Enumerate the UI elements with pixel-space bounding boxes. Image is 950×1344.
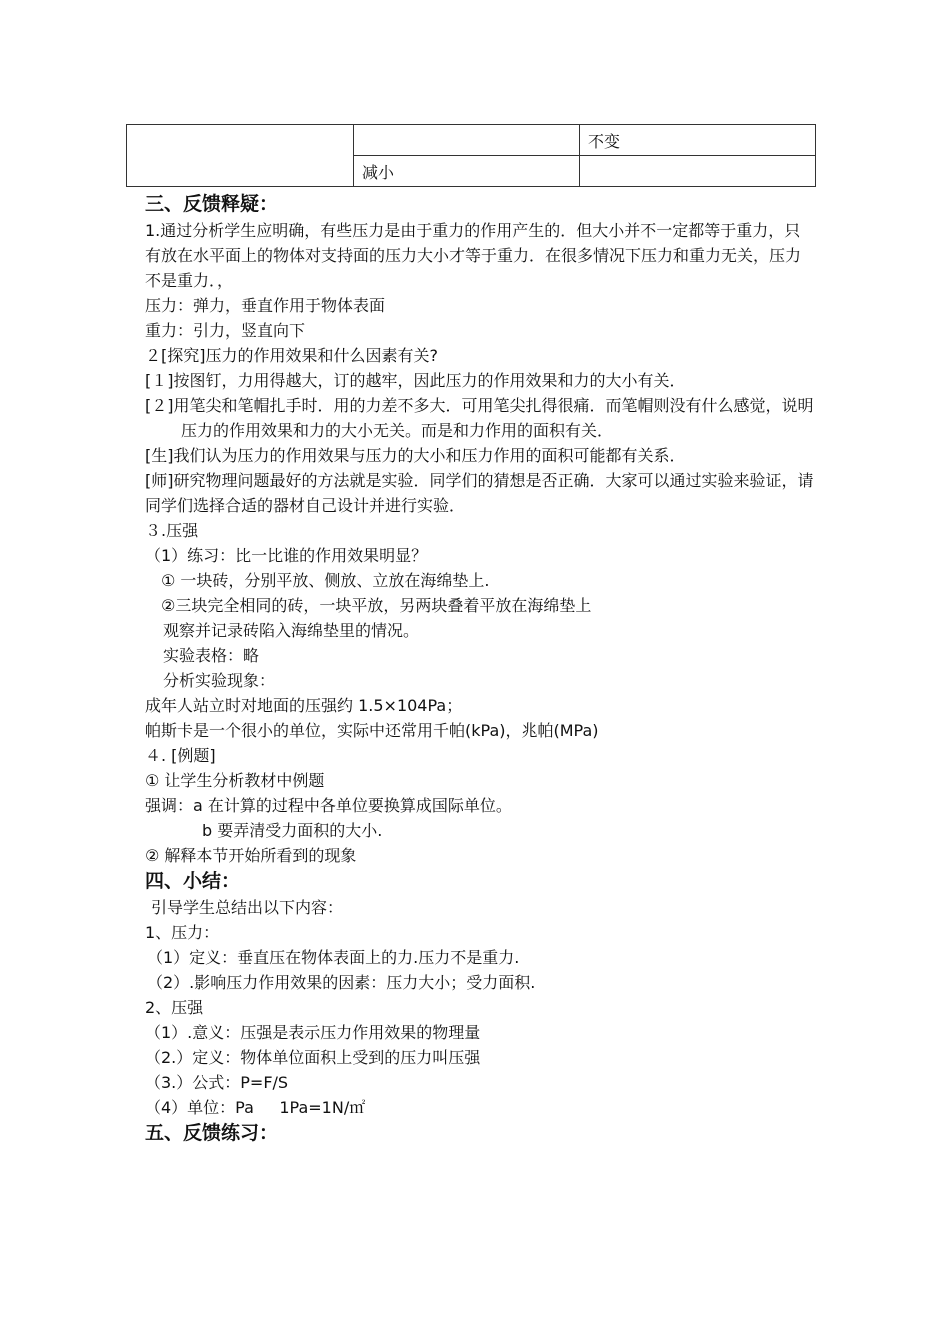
paragraph: ４. [例题] [145, 746, 216, 765]
table-cell: 减小 [354, 156, 580, 187]
paragraph: 压力：弹力，垂直作用于物体表面 [145, 296, 386, 315]
paragraph: 分析实验现象： [163, 671, 276, 690]
paragraph: 1.通过分析学生应明确，有些压力是由于重力的作用产生的．但大小并不一定都等于重力，只有放在水平面上的物体对支持面的压力大小才等于重力．在很多情况下压力和重力无关，压力不是重力．， [145, 221, 802, 290]
paragraph: ②三块完全相同的砖，一块平放，另两块叠着平放在海绵垫上 [161, 596, 592, 615]
section-heading: 四、小结： [145, 870, 241, 892]
data-table [126, 124, 816, 187]
document-body [145, 191, 815, 1147]
paragraph: b 要弄清受力面积的大小. [202, 821, 383, 840]
paragraph: 1、压力： [145, 923, 220, 942]
section-heading: 五、反馈练习： [145, 1122, 279, 1144]
paragraph: （2.）定义：物体单位面积上受到的压力叫压强 [145, 1048, 481, 1067]
paragraph: ２[探究]压力的作用效果和什么因素有关? [145, 346, 438, 365]
paragraph: （4）单位：Pa 1Pa=1N/㎡ [145, 1098, 366, 1117]
paragraph: 帕斯卡是一个很小的单位，实际中还常用千帕(kPa)，兆帕(MPa) [145, 721, 599, 740]
paragraph: 引导学生总结出以下内容： [151, 898, 344, 917]
paragraph: ② 解释本节开始所看到的现象 [145, 846, 357, 865]
paragraph: 强调：a 在计算的过程中各单位要换算成国际单位。 [145, 796, 512, 815]
paragraph: （3.）公式：P=F/S [145, 1073, 289, 1092]
paragraph: [生]我们认为压力的作用效果与压力的大小和压力作用的面积可能都有关系． [145, 446, 686, 465]
paragraph: ① 一块砖，分别平放、侧放、立放在海绵垫上. [161, 571, 490, 590]
table-row [127, 125, 816, 156]
paragraph: 观察并记录砖陷入海绵垫里的情况。 [163, 621, 420, 640]
paragraph: 成年人站立时对地面的压强约 1.5×104Pa； [145, 696, 463, 715]
table-cell [354, 125, 580, 156]
table-cell [580, 156, 816, 187]
table-cell [127, 125, 354, 187]
paragraph: ① 让学生分析教材中例题 [145, 771, 325, 790]
section-heading: 三、反馈释疑： [145, 193, 279, 215]
paragraph: 实验表格：略 [163, 646, 260, 665]
paragraph: [１]按图钉，力用得越大，订的越牢，因此压力的作用效果和力的大小有关． [145, 371, 686, 390]
paragraph: [师]研究物理问题最好的方法就是实验．同学们的猜想是否正确．大家可以通过实验来验证，请同学们选择合适的器材自己设计并进行实验． [145, 471, 814, 515]
paragraph: （1）定义：垂直压在物体表面上的力.压力不是重力. [147, 948, 520, 967]
paragraph: （1）练习：比一比谁的作用效果明显？ [145, 546, 428, 565]
paragraph: （2）.影响压力作用效果的因素：压力大小；受力面积. [147, 973, 536, 992]
table-cell: 不变 [580, 125, 816, 156]
paragraph: （1）.意义：压强是表示压力作用效果的物理量 [145, 1023, 481, 1042]
paragraph: [２]用笔尖和笔帽扎手时．用的力差不多大．可用笔尖扎得很痛．而笔帽则没有什么感觉，说明压力的作用效果和力的大小无关。而是和力作用的面积有关． [145, 396, 814, 440]
paragraph: 2、压强 [145, 998, 204, 1017]
paragraph: 重力：引力，竖直向下 [145, 321, 306, 340]
paragraph: ３.压强 [145, 521, 199, 540]
